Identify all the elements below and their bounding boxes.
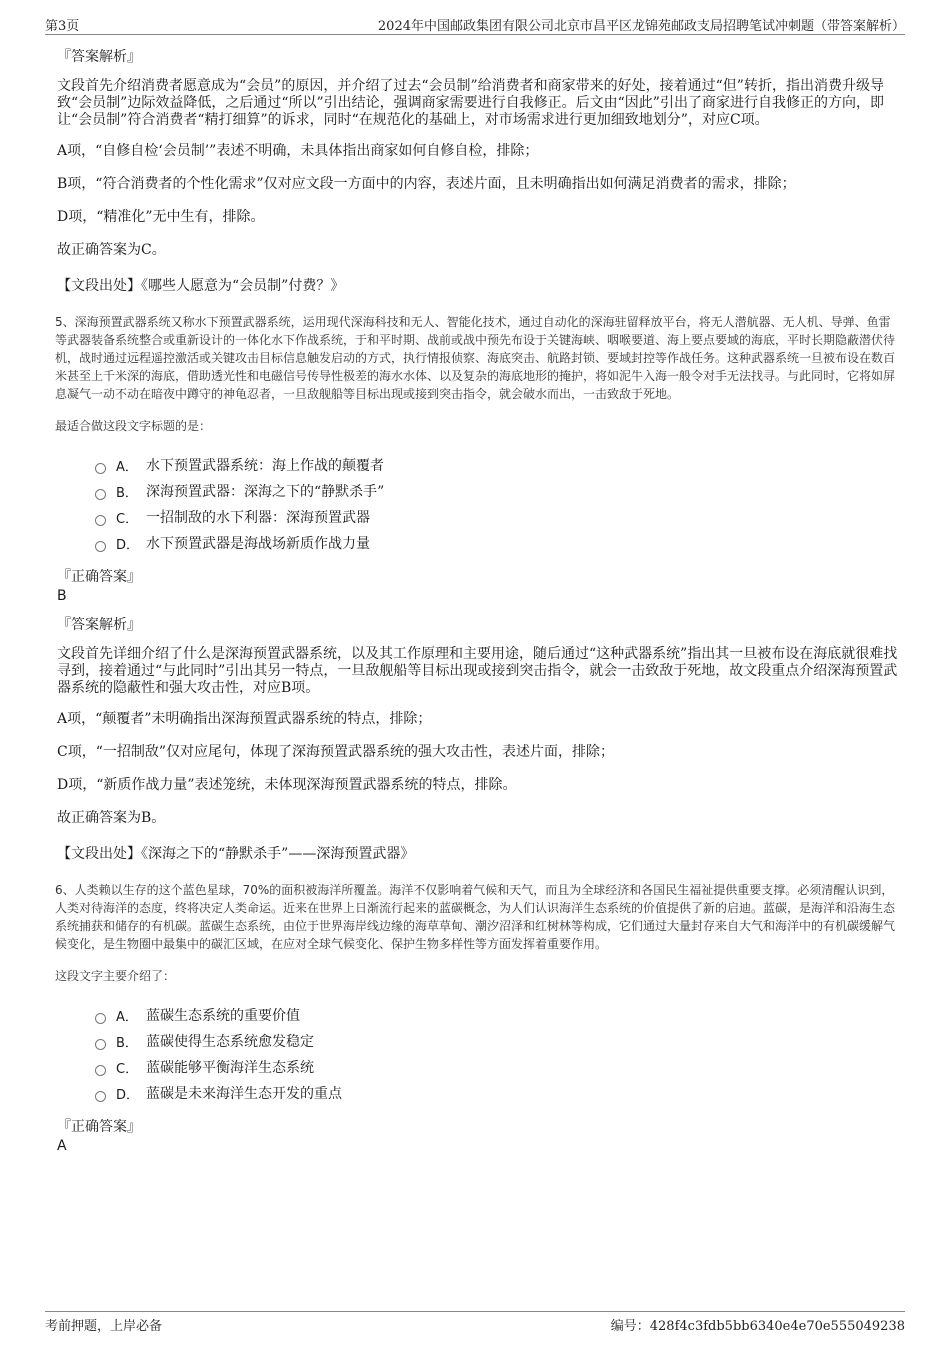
option-a[interactable] bbox=[95, 1002, 900, 1028]
option-letter: C． bbox=[116, 1061, 139, 1077]
correct-answer-heading: 『正确答案』 bbox=[57, 569, 141, 585]
question-6-options bbox=[95, 1002, 900, 1106]
radio-icon[interactable] bbox=[95, 1091, 106, 1102]
footer-slogan: 考前押题，上岸必备 bbox=[45, 1319, 163, 1334]
option-text: 蓝碳生态系统的重要价值 bbox=[146, 1008, 300, 1024]
option-text: 蓝碳使得生态系统愈发稳定 bbox=[146, 1034, 314, 1050]
analysis-option-d: D项，“精准化”无中生有，排除。 bbox=[57, 209, 265, 225]
option-text: 蓝碳能够平衡海洋生态系统 bbox=[146, 1060, 314, 1076]
radio-icon[interactable] bbox=[95, 489, 106, 500]
option-b[interactable] bbox=[95, 1028, 900, 1054]
analysis-option-d: D项，“新质作战力量”表述笼统，未体现深海预置武器系统的特点，排除。 bbox=[57, 777, 517, 793]
question-6-prompt: 这段文字主要介绍了： bbox=[55, 969, 176, 983]
question-5-prompt: 最适合做这段文字标题的是： bbox=[55, 419, 212, 433]
option-letter: B． bbox=[116, 1035, 138, 1051]
radio-icon[interactable] bbox=[95, 541, 106, 552]
analysis-option-b: B项，“符合消费者的个性化需求”仅对应文段一方面中的内容，表述片面，且未明确指出如何满足消费者的需求，排除； bbox=[57, 176, 796, 192]
option-b[interactable] bbox=[95, 478, 900, 504]
correct-answer: B bbox=[57, 588, 67, 604]
analysis-text: 文段首先详细介绍了什么是深海预置武器系统，以及其工作原理和主要用途，随后通过“这种武器系统”指出其一旦被布设在海底就很难找寻到，接着通过“与此同时”引出其另一特点，一旦敌舰船等目标出现或接到突击指令，就会一击致敌于死地，故文段重点介绍深海预置武器系统的隐蔽性和强大攻击性，对应B项。 bbox=[57, 646, 898, 696]
page-footer bbox=[45, 1311, 905, 1334]
passage-source: 【文段出处】《深海之下的“静默杀手”——深海预置武器》 bbox=[57, 846, 415, 862]
analysis-option-a: A项，“颠覆者”未明确指出深海预置武器系统的特点，排除； bbox=[57, 711, 432, 727]
option-text: 一招制敌的水下利器：深海预置武器 bbox=[146, 510, 370, 526]
question-5-options bbox=[95, 452, 900, 556]
option-c[interactable] bbox=[95, 1054, 900, 1080]
option-text: 水下预置武器是海战场新质作战力量 bbox=[146, 536, 370, 552]
question-6-text: 6、人类赖以生存的这个蓝色星球，70%的面积被海洋所覆盖。海洋不仅影响着气候和天气，而且为全球经济和各国民生福祉提供重要支撑。必须清醒认识到，人类对待海洋的态度，终将决定人类命运。近来在世界上日渐流行起来的蓝碳概念，为人们认识海洋生态系统的价值提供了新的启迪。蓝碳，是海洋和沿海生态系统捕获和储存的有机碳。蓝碳生态系统，由位于世界海岸线边缘的海草草甸、潮汐沼泽和红树林等构成，它们通过大量封存来自大气和海洋中的有机碳缓解气候变化，是生物圈中最集中的碳汇区域，在应对全球气候变化、保护生物多样性等方面发挥着重要作用。 bbox=[55, 883, 896, 951]
option-letter: D． bbox=[116, 537, 140, 553]
page-header bbox=[45, 14, 905, 35]
analysis-option-a: A项，“自修自检‘会员制’”表述不明确，未具体指出商家如何自修自检，排除； bbox=[57, 143, 539, 159]
radio-icon[interactable] bbox=[95, 1039, 106, 1050]
page-number: 第3页 bbox=[45, 19, 80, 34]
analysis-option-c: C项，“一招制敌”仅对应尾句，体现了深海预置武器系统的强大攻击性，表述片面，排除； bbox=[57, 744, 615, 760]
option-letter: A． bbox=[116, 459, 138, 475]
option-letter: B． bbox=[116, 485, 138, 501]
correct-answer: A bbox=[57, 1138, 67, 1154]
radio-icon[interactable] bbox=[95, 1013, 106, 1024]
option-d[interactable] bbox=[95, 530, 900, 556]
passage-source: 【文段出处】《哪些人愿意为“会员制”付费？》 bbox=[57, 278, 345, 294]
option-text: 深海预置武器：深海之下的“静默杀手” bbox=[146, 484, 385, 500]
option-a[interactable] bbox=[95, 452, 900, 478]
option-text: 蓝碳是未来海洋生态开发的重点 bbox=[146, 1086, 342, 1102]
document-id: 编号：428f4c3fdb5bb6340e4e70e555049238 bbox=[610, 1319, 905, 1334]
question-5-text: 5、深海预置武器系统又称水下预置武器系统，运用现代深海科技和无人、智能化技术，通过自动化的深海驻留释放平台，将无人潜航器、无人机、导弹、鱼雷等武器装备系统整合或重新设计的一体化水下作战系统，于和平时期、战前或战中预先布设于关键海峡、咽喉要道、海上要点要域的海底，平时长期隐蔽潜伏待机，战时通过远程遥控激活或关键攻击目标信息触发启动的方式，执行情报侦察、海底突击、航路封锁、要域封控等作战任务。这种武器系统一旦被布设在数百米甚至上千米深的海底，借助透光性和电磁信号传导性极差的海水水体、以及复杂的海底地形的掩护，将如泥牛入海一般令对手无法找寻。与此同时，它将如屏息凝气一动不动在暗夜中蹲守的神龟忍者，一旦敌舰船等目标出现或接到突击指令，就会破水而出，一击致敌于死地。 bbox=[55, 315, 896, 401]
option-letter: C． bbox=[116, 511, 139, 527]
page-content bbox=[55, 46, 900, 1164]
radio-icon[interactable] bbox=[95, 463, 106, 474]
option-letter: A． bbox=[116, 1009, 138, 1025]
correct-answer-heading: 『正确答案』 bbox=[57, 1119, 141, 1135]
analysis-conclusion: 故正确答案为C。 bbox=[57, 242, 166, 258]
analysis-heading: 『答案解析』 bbox=[57, 49, 141, 65]
option-text: 水下预置武器系统：海上作战的颠覆者 bbox=[146, 458, 384, 474]
analysis-heading: 『答案解析』 bbox=[57, 617, 141, 633]
analysis-conclusion: 故正确答案为B。 bbox=[57, 810, 166, 826]
option-letter: D． bbox=[116, 1087, 140, 1103]
radio-icon[interactable] bbox=[95, 1065, 106, 1076]
document-title: 2024年中国邮政集团有限公司北京市昌平区龙锦苑邮政支局招聘笔试冲刺题（带答案解析） bbox=[377, 19, 905, 34]
radio-icon[interactable] bbox=[95, 515, 106, 526]
option-c[interactable] bbox=[95, 504, 900, 530]
option-d[interactable] bbox=[95, 1080, 900, 1106]
analysis-text: 文段首先介绍消费者愿意成为“会员”的原因，并介绍了过去“会员制”给消费者和商家带来的好处，接着通过“但”转折，指出消费升级导致“会员制”边际效益降低，之后通过“所以”引出结论，强调商家需要进行自我修正。后文由“因此”引出了商家进行自我修正的方向，即让“会员制”符合消费者“精打细算”的诉求，同时“在规范化的基础上，对市场需求进行更加细致地划分”，对应C项。 bbox=[57, 78, 884, 128]
